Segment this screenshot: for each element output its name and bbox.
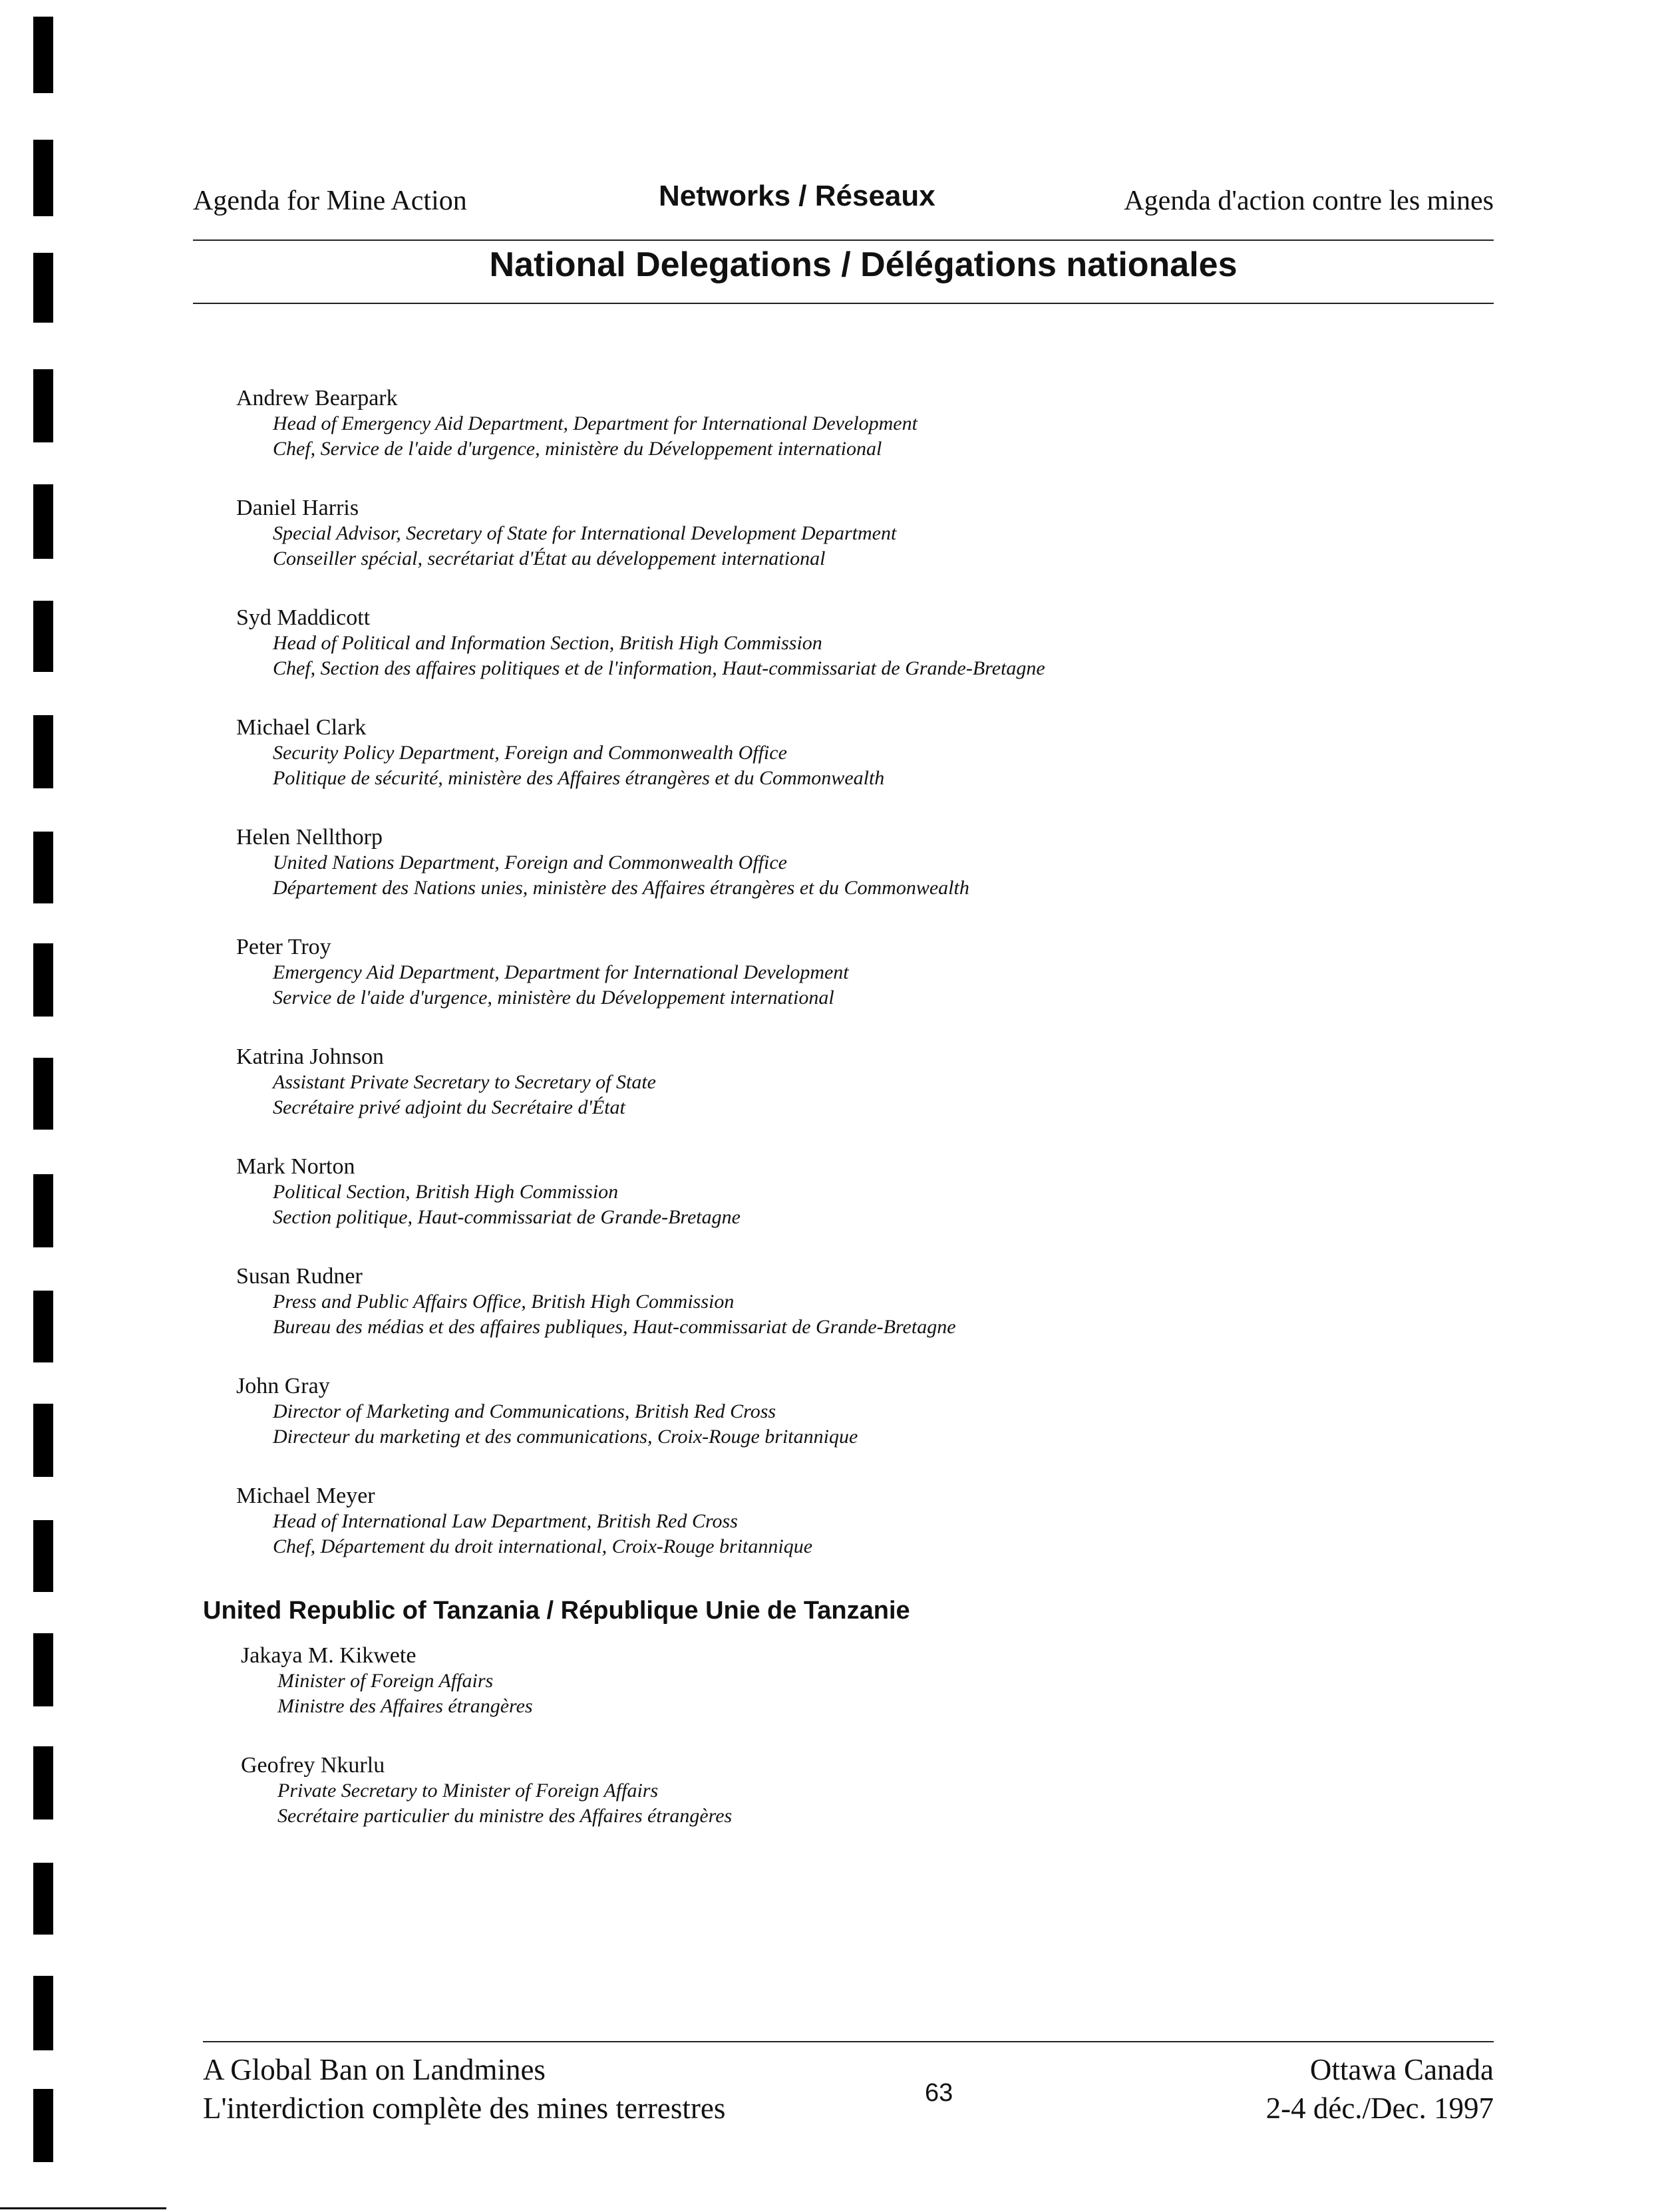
header-rule-top — [193, 239, 1494, 241]
delegate-entry — [236, 1264, 1467, 1374]
delegate-name: Susan Rudner — [236, 1264, 363, 1289]
delegate-role-en: Director of Marketing and Communications, British Red Cross — [273, 1400, 776, 1422]
delegate-name: Michael Meyer — [236, 1484, 375, 1508]
binding-mark — [33, 1976, 53, 2050]
binding-mark — [33, 253, 53, 323]
binding-mark — [33, 832, 53, 903]
footer-left-line1: A Global Ban on Landmines — [203, 2053, 546, 2086]
delegate-name: Jakaya M. Kikwete — [241, 1643, 417, 1668]
binding-mark — [33, 1404, 53, 1477]
delegate-entry — [236, 496, 1467, 605]
binding-mark — [33, 1291, 53, 1362]
delegate-name: Geofrey Nkurlu — [241, 1753, 385, 1778]
binding-mark — [33, 1633, 53, 1706]
binding-mark — [33, 715, 53, 788]
delegate-role-fr: Secrétaire privé adjoint du Secrétaire d'État — [273, 1096, 625, 1118]
delegate-entry — [236, 1484, 1467, 1593]
delegate-entry — [236, 1374, 1467, 1484]
delegate-entry — [236, 1154, 1467, 1264]
delegate-list — [236, 386, 1467, 1593]
binding-mark — [33, 1746, 53, 1819]
delegate-entry — [236, 935, 1467, 1044]
binding-mark — [33, 140, 53, 216]
delegate-name: Daniel Harris — [236, 496, 359, 520]
page-number: 63 — [925, 2079, 953, 2107]
delegate-entry — [241, 1753, 1472, 1863]
delegate-role-fr: Politique de sécurité, ministère des Affaires étrangères et du Commonwealth — [273, 767, 885, 789]
header-right: Agenda d'action contre les mines — [1124, 186, 1494, 216]
delegate-role-en: Minister of Foreign Affairs — [277, 1670, 494, 1692]
delegate-entry — [236, 715, 1467, 825]
delegate-name: Syd Maddicott — [236, 605, 371, 630]
section-title: National Delegations / Délégations nationales — [489, 245, 1238, 284]
delegate-entry — [241, 1643, 1472, 1753]
binding-mark — [33, 1863, 53, 1935]
country-heading: United Republic of Tanzania / République Unie de Tanzanie — [203, 1597, 910, 1625]
delegate-role-en: Private Secretary to Minister of Foreign Affairs — [277, 1780, 659, 1802]
delegate-role-en: United Nations Department, Foreign and Commonwealth Office — [273, 852, 787, 873]
footer-left — [203, 2050, 725, 2128]
header-rule-bottom — [193, 303, 1494, 304]
binding-mark — [33, 1174, 53, 1247]
delegate-name: John Gray — [236, 1374, 330, 1398]
delegate-role-fr: Ministre des Affaires étrangères — [277, 1695, 533, 1717]
delegate-role-fr: Département des Nations unies, ministère des Affaires étrangères et du Commonwealth — [273, 877, 969, 899]
delegate-name: Katrina Johnson — [236, 1044, 384, 1069]
delegate-list-tanzania — [241, 1643, 1472, 1863]
delegate-role-fr: Directeur du marketing et des communications, Croix-Rouge britannique — [273, 1426, 858, 1448]
delegate-role-fr: Chef, Service de l'aide d'urgence, ministère du Développement international — [273, 438, 882, 460]
header-center: Networks / Réseaux — [659, 180, 935, 212]
binding-mark — [33, 601, 53, 672]
delegate-role-en: Security Policy Department, Foreign and Commonwealth Office — [273, 742, 787, 764]
binding-mark — [33, 484, 53, 559]
delegate-role-fr: Service de l'aide d'urgence, ministère du Développement international — [273, 987, 834, 1009]
delegate-role-fr: Chef, Section des affaires politiques et de l'information, Haut-commissariat de Grande-Bretagne — [273, 657, 1045, 679]
delegate-name: Peter Troy — [236, 935, 331, 959]
delegate-role-en: Special Advisor, Secretary of State for International Development Department — [273, 522, 897, 544]
binding-mark — [33, 2089, 53, 2162]
running-header — [193, 178, 1494, 218]
delegate-role-en: Head of Emergency Aid Department, Department for International Development — [273, 412, 918, 434]
delegate-entry — [236, 605, 1467, 715]
delegate-role-en: Assistant Private Secretary to Secretary of State — [273, 1071, 656, 1093]
delegate-role-en: Emergency Aid Department, Department for International Development — [273, 961, 849, 983]
footer-right-line2: 2-4 déc./Dec. 1997 — [1265, 2092, 1494, 2125]
binding-marks — [33, 0, 56, 2212]
delegate-role-fr: Chef, Département du droit international, Croix-Rouge britannique — [273, 1535, 813, 1557]
delegate-name: Mark Norton — [236, 1154, 355, 1179]
delegate-entry — [236, 1044, 1467, 1154]
delegate-role-fr: Secrétaire particulier du ministre des Affaires étrangères — [277, 1805, 733, 1827]
delegate-role-en: Political Section, British High Commission — [273, 1181, 619, 1203]
footer-left-line2: L'interdiction complète des mines terrestres — [203, 2092, 726, 2125]
binding-mark — [33, 943, 53, 1017]
delegate-role-fr: Section politique, Haut-commissariat de Grande-Bretagne — [273, 1206, 741, 1228]
delegate-role-en: Head of Political and Information Section, British High Commission — [273, 632, 822, 654]
binding-mark — [33, 1058, 53, 1130]
delegate-name: Michael Clark — [236, 715, 367, 740]
header-left: Agenda for Mine Action — [193, 186, 467, 216]
delegate-entry — [236, 825, 1467, 935]
delegate-role-fr: Conseiller spécial, secrétariat d'État au développement international — [273, 548, 826, 569]
delegate-entry — [236, 386, 1467, 496]
scan-edge-line — [0, 2207, 166, 2209]
binding-mark — [33, 369, 53, 442]
delegate-role-en: Head of International Law Department, British Red Cross — [273, 1510, 738, 1532]
footer-right-line1: Ottawa Canada — [1309, 2053, 1494, 2086]
delegate-name: Andrew Bearpark — [236, 386, 398, 410]
binding-mark — [33, 17, 53, 93]
binding-mark — [33, 1520, 53, 1592]
footer-right — [1266, 2050, 1494, 2128]
running-footer — [203, 2029, 1494, 2135]
delegate-name: Helen Nellthorp — [236, 825, 383, 850]
delegate-role-fr: Bureau des médias et des affaires publiques, Haut-commissariat de Grande-Bretagne — [273, 1316, 956, 1338]
delegate-role-en: Press and Public Affairs Office, British High Commission — [273, 1291, 735, 1313]
